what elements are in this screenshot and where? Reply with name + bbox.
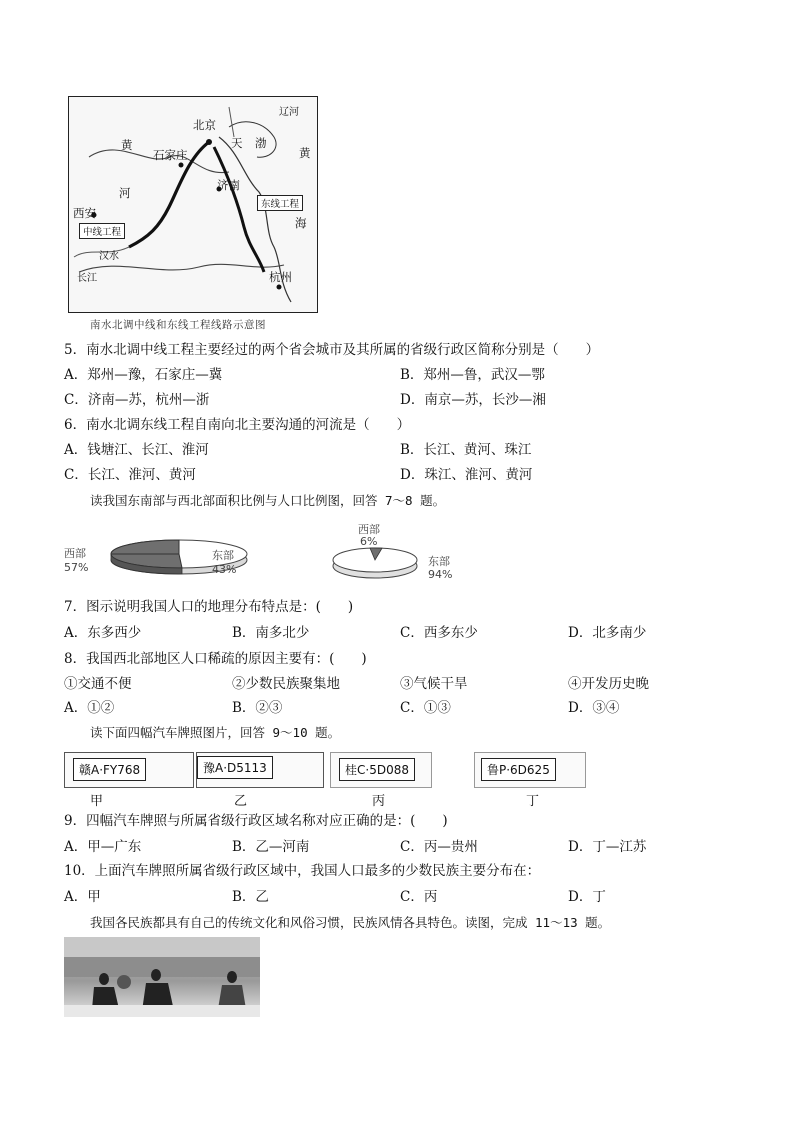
question-10-option-b[interactable]: B．乙 (232, 889, 269, 905)
question-6-option-d[interactable]: D．珠江、淮河、黄河 (400, 467, 533, 483)
map-label-jinan: 济南 (217, 178, 240, 192)
map-label-hanshui: 汉水 (99, 251, 119, 262)
area-west-value: 57% (64, 561, 89, 574)
map-label-xian: 西安 (73, 206, 96, 220)
question-5-stem: 5．南水北调中线工程主要经过的两个省会城市及其所属的省级行政区简称分别是（ ） (64, 342, 600, 358)
question-6-option-a[interactable]: A．钱塘江、长江、淮河 (64, 442, 209, 458)
map-label-changjiang: 长江 (77, 273, 97, 284)
area-west-label: 西部 (64, 547, 86, 560)
question-5-option-b[interactable]: B．郑州—鲁，武汉—鄂 (400, 367, 545, 383)
map-label-hangzhou: 杭州 (269, 270, 292, 284)
plate-frame-yi (196, 752, 324, 788)
question-7-stem: 7．图示说明我国人口的地理分布特点是：( ) (64, 599, 354, 615)
plate-frame-jia (64, 752, 194, 788)
question-6-stem: 6．南水北调东线工程自南向北主要沟通的河流是（ ） (64, 417, 411, 433)
intro-questions-7-8: 读我国东南部与西北部面积比例与人口比例图，回答 7～8 题。 (90, 493, 446, 508)
question-10-option-c[interactable]: C．丙 (400, 889, 438, 905)
map-label-he: 河 (119, 186, 131, 200)
area-east-value: 43% (212, 563, 237, 576)
question-6-option-c[interactable]: C．长江、淮河、黄河 (64, 467, 196, 483)
question-6-option-b[interactable]: B．长江、黄河、珠江 (400, 442, 532, 458)
question-8-factor-3: ③气候干旱 (400, 676, 468, 692)
map-label-shijiazhuang: 石家庄 (153, 148, 188, 162)
south-north-water-diversion-map (68, 96, 318, 313)
population-east-label: 东部 (428, 555, 450, 568)
question-8-factor-4: ④开发历史晚 (568, 676, 649, 692)
photo-figures (64, 937, 260, 1017)
plate-caption-jia: 甲 (90, 794, 104, 809)
question-10-stem: 10．上面汽车牌照所属省级行政区域中，我国人口最多的少数民族主要分布在： (64, 863, 541, 879)
map-label-tianjin: 天 (231, 136, 243, 150)
license-plate-bing: 桂C·5D088 (339, 758, 415, 781)
map-label-hai: 海 (295, 216, 307, 230)
question-5-option-a[interactable]: A．郑州—豫，石家庄—冀 (64, 367, 223, 383)
map-label-bo: 渤 (255, 136, 267, 150)
map-caption: 南水北调中线和东线工程线路示意图 (90, 319, 266, 331)
east-route-label: 东线工程 (257, 195, 303, 211)
population-east-value: 94% (428, 568, 453, 581)
plate-caption-yi: 乙 (234, 794, 248, 809)
plate-frame-bing (330, 752, 432, 788)
intro-questions-11-13: 我国各民族都具有自己的传统文化和风俗习惯，民族风情各具特色。读图，完成 11～13 题。 (90, 915, 611, 930)
middle-route-label: 中线工程 (79, 223, 125, 239)
population-west-value: 6% (360, 535, 378, 548)
question-8-option-d[interactable]: D．③④ (568, 700, 620, 716)
area-proportion-pie (64, 520, 264, 580)
question-8-factor-2: ②少数民族聚集地 (232, 676, 340, 692)
license-plate-yi: 豫A·D5113 (197, 756, 273, 779)
plate-caption-bing: 丙 (372, 794, 386, 809)
question-9-option-b[interactable]: B．乙—河南 (232, 839, 310, 855)
question-9-option-c[interactable]: C．丙—贵州 (400, 839, 478, 855)
question-8-option-a[interactable]: A．①② (64, 700, 115, 716)
population-proportion-pie (330, 524, 470, 584)
license-plate-ding: 鲁P·6D625 (481, 758, 556, 781)
question-10-option-d[interactable]: D．丁 (568, 889, 606, 905)
question-5-option-d[interactable]: D．南京—苏，长沙—湘 (400, 392, 546, 408)
question-9-option-d[interactable]: D．丁—江苏 (568, 839, 647, 855)
map-label-liao: 辽河 (279, 107, 299, 118)
ethnic-custom-photo (64, 937, 260, 1017)
question-10-option-a[interactable]: A．甲 (64, 889, 101, 905)
plate-frame-ding (474, 752, 586, 788)
question-7-option-c[interactable]: C．西多东少 (400, 625, 478, 641)
question-8-factor-1: ①交通不便 (64, 676, 132, 692)
map-label-huang-left: 黄 (121, 138, 133, 152)
plate-caption-ding: 丁 (526, 794, 540, 809)
question-8-stem: 8．我国西北部地区人口稀疏的原因主要有：( ) (64, 651, 367, 667)
question-9-stem: 9．四幅汽车牌照与所属省级行政区域名称对应正确的是：( ) (64, 813, 448, 829)
license-plate-jia: 赣A·FY768 (73, 758, 146, 781)
intro-questions-9-10: 读下面四幅汽车牌照图片，回答 9～10 题。 (90, 725, 341, 740)
map-label-huang-right: 黄 (299, 146, 311, 160)
question-8-option-b[interactable]: B．②③ (232, 700, 283, 716)
map-label-beijing: 北京 (193, 118, 216, 132)
question-8-option-c[interactable]: C．①③ (400, 700, 451, 716)
question-5-option-c[interactable]: C．济南—苏，杭州—浙 (64, 392, 210, 408)
question-7-option-b[interactable]: B．南多北少 (232, 625, 310, 641)
area-east-label: 东部 (212, 549, 234, 562)
question-7-option-a[interactable]: A．东多西少 (64, 625, 142, 641)
question-7-option-d[interactable]: D．北多南少 (568, 625, 647, 641)
population-west-label: 西部 (358, 523, 380, 536)
question-9-option-a[interactable]: A．甲—广东 (64, 839, 142, 855)
